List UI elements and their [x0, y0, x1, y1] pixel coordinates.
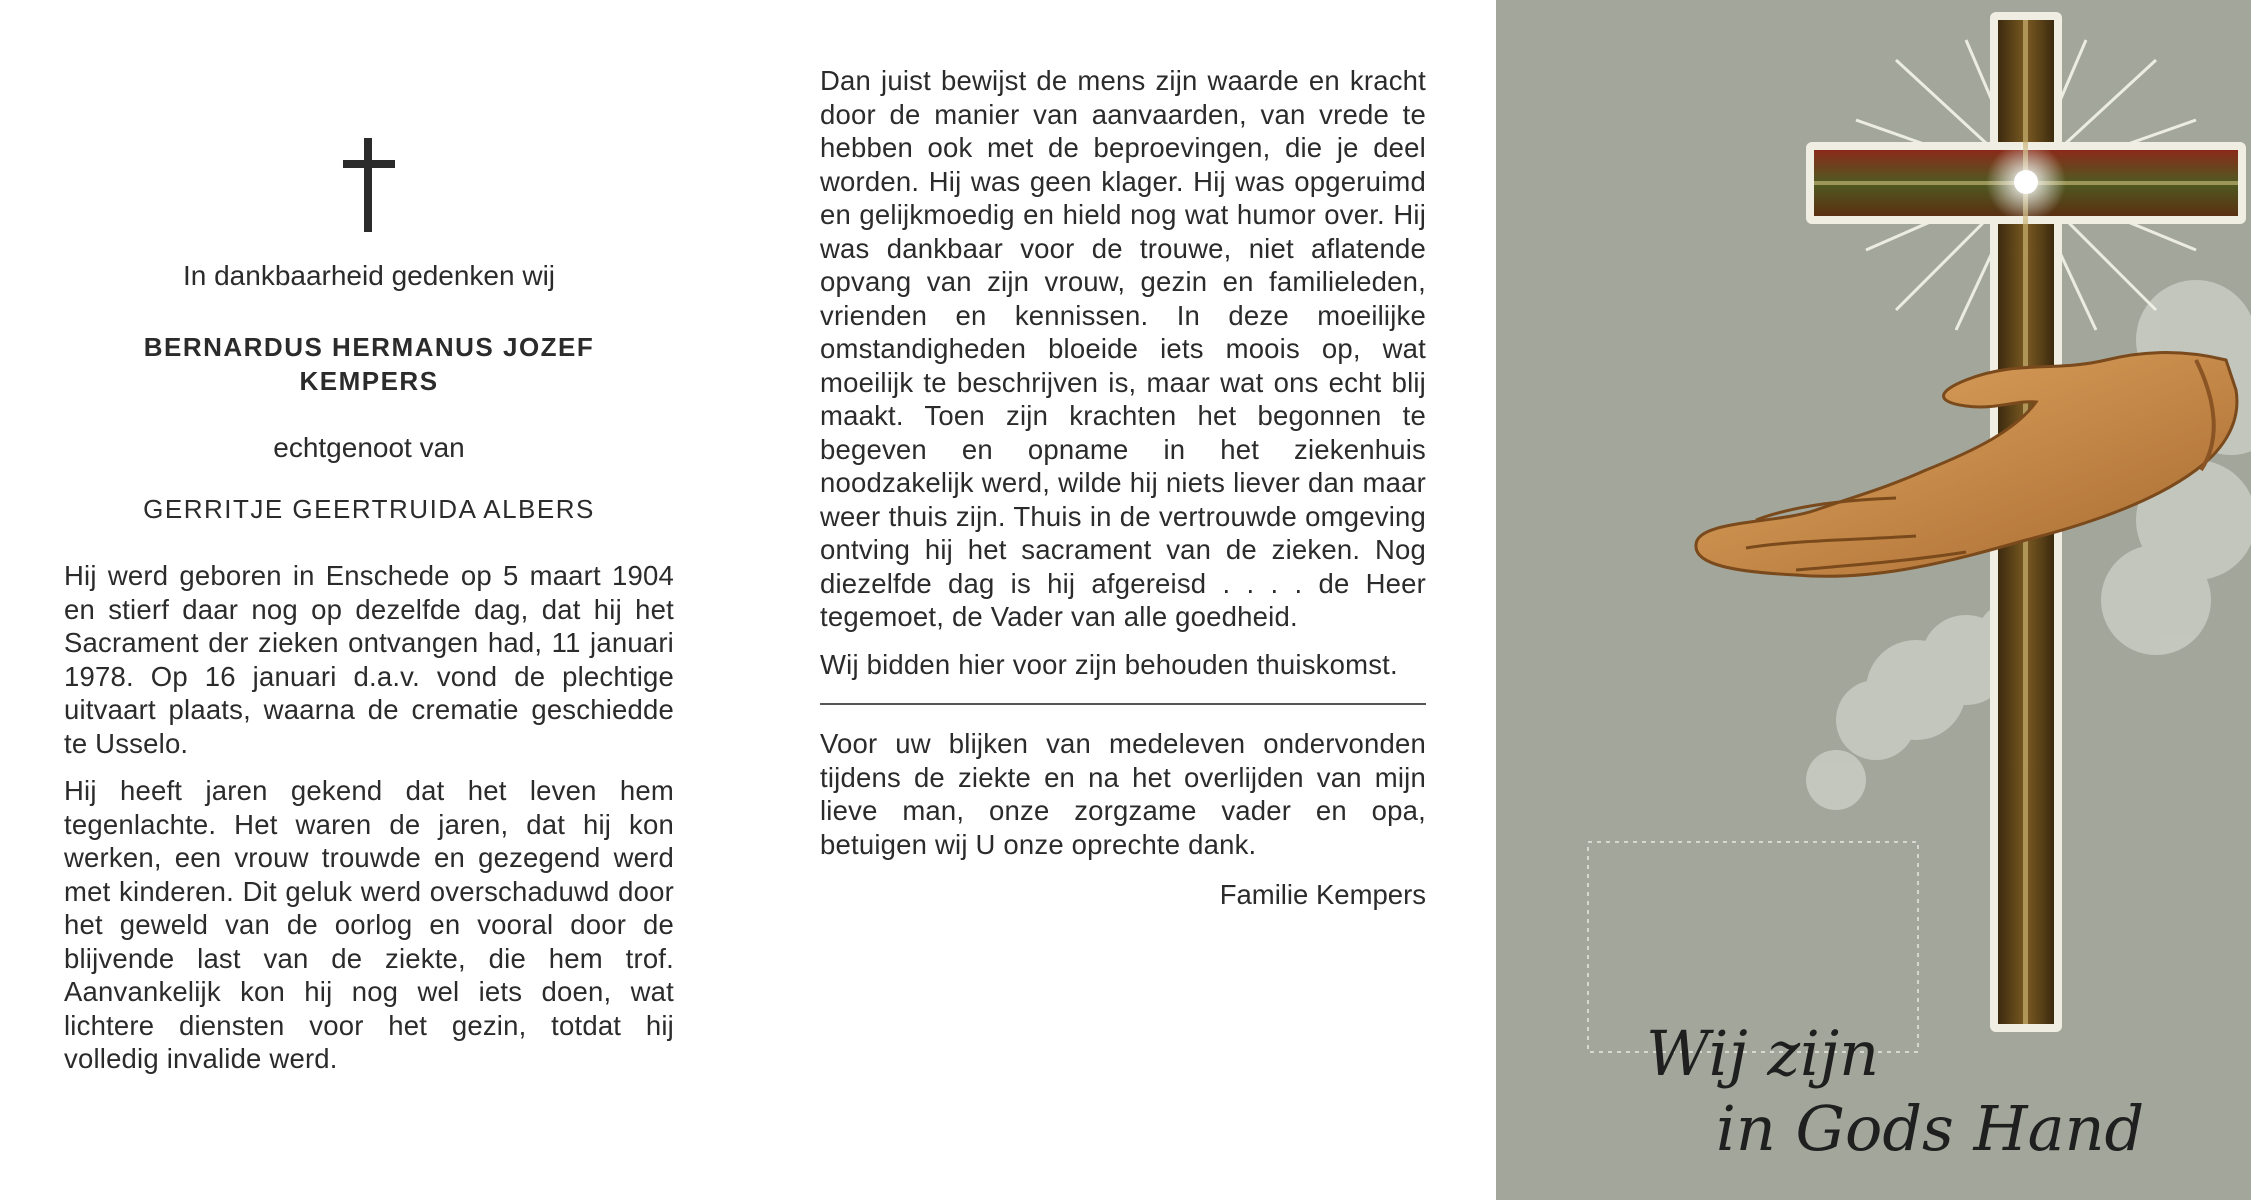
intro-text: In dankbaarheid gedenken wij: [182, 260, 556, 291]
caption-line-1: Wij zijn: [1646, 1017, 1880, 1090]
biography-paragraph-1: Hij werd geboren in Enschede op 5 maart 1904 en stierf daar nog op dezelfde dag, dat hij het Sacrament der zieken ontvangen had, 11 januari 1978. Op 16 januari d.a.v. vond de plechtige uitvaart plaats, waarna de crematie geschiedde te Usselo.: [64, 560, 674, 759]
caption-line-2: in Gods Hand: [1716, 1092, 2145, 1165]
left-column: [64, 130, 674, 1090]
biography-paragraph-2: Hij heeft jaren gekend dat het leven hem tegenlachte. Het waren de jaren, dat hij kon werken, een vrouw trouwde en gezegend werd met kinderen. Dit geluk werd overschaduwd door het geweld van de oorlog en vooral door de blijvende last van de ziekte, die hem trof. Aanvankelijk kon hij nog wel iets doen, wat lichtere diensten voor het gezin, totdat hij volledig invalide werd.: [64, 775, 674, 1074]
caption: [1646, 1017, 2144, 1165]
deceased-name-line1: BERNARDUS HERMANUS JOZEF: [143, 332, 595, 362]
spouse-label: echtgenoot van: [273, 432, 465, 463]
thanks-paragraph: Voor uw blijken van medeleven ondervonden tijdens de ziekte en na het overlijden van mijn lieve man, onze zorgzame vader en opa, betuigen wij U onze oprechte dank.: [820, 728, 1426, 860]
signature: Familie Kempers: [1219, 879, 1426, 910]
cross-icon: [339, 130, 399, 234]
illustration-panel: [1496, 0, 2251, 1200]
spouse-name: GERRITJE GEERTRUIDA ALBERS: [143, 494, 595, 524]
deceased-name: [64, 330, 674, 398]
divider: [820, 703, 1426, 705]
deceased-name-line2: KEMPERS: [299, 366, 439, 396]
prayer-paragraph: Wij bidden hier voor zijn behouden thuiskomst.: [820, 648, 1398, 680]
illustration: [1496, 0, 2251, 1200]
middle-column: [820, 64, 1426, 911]
reflection-paragraph: Dan juist bewijst de mens zijn waarde en kracht door de manier van aanvaarden, van vrede te hebben ook met de beproevingen, die je deel worden. Hij was geen klager. Hij was opgeruimd en gelijkmoedig en hield nog wat humor over. Hij was dankbaar voor de trouwe, niet aflatende opvang van zijn vrouw, gezin en familieleden, vrienden en kennissen. In deze moeilijke omstandigheden bloeide iets moois op, wat moeilijk te beschrijven is, maar wat ons echt blij maakt. Toen zijn krachten het begonnen te begeven en opname in het ziekenhuis noodzakelijk werd, wilde hij niets liever dan maar weer thuis zijn. Thuis in de vertrouwde omgeving ontving hij het sacrament van de zieken. Nog diezelfde dag is hij afgereisd . . . . de Heer tegemoet, de Vader van alle goedheid.: [820, 65, 1426, 632]
